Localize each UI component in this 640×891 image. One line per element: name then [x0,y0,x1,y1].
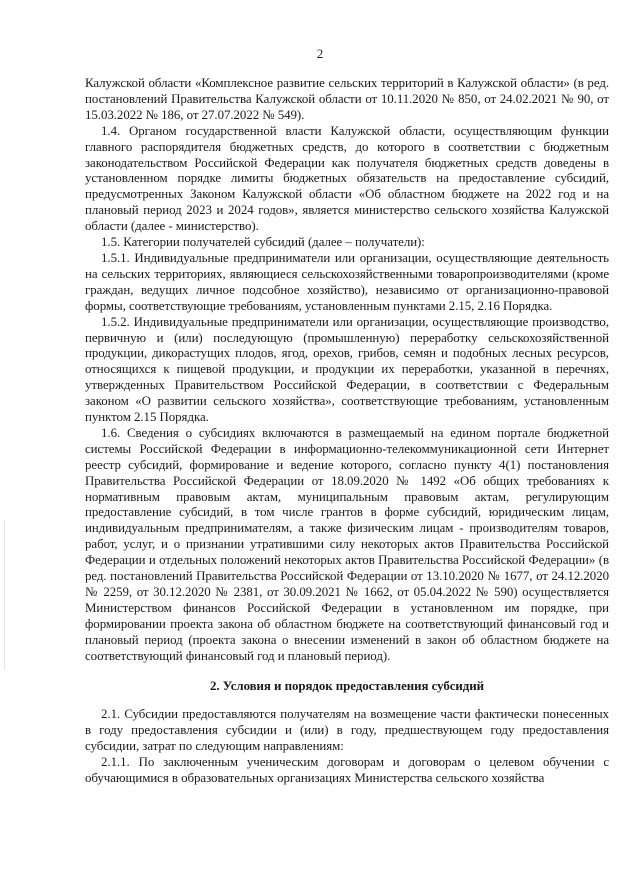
paragraph-1-6: 1.6. Сведения о субсидиях включаются в размещаемый на едином портале бюджетной системы Российской Федерации в информационно-телекоммуникационной сети Интернет реестр субсидий, формирование и ведение которого, согласно пункту 4(1) постановления Правительства Российской Федерации от 18.09.2020 № 1492 «Об общих требованиях к нормативным правовым актам, муниципальным правовым актам, регулирующим предоставление субсидий, в том числе грантов в форме субсидий, юридическим лицам, индивидуальным предпринимателям, а также физическим лицам - производителям товаров, работ, услуг, и о признании утратившими силу некоторых актов Правительства Российской Федерации и отдельных положений некоторых актов Правительства Российской Федерации» (в ред. постановлений Правительства Российской Федерации от 13.10.2020 № 1677, от 24.12.2020 № 2259, от 30.12.2020 № 2381, от 30.09.2021 № 1662, от 05.04.2022 № 590) осуществляется Министерством финансов Российской Федерации в установленном им порядке, при формировании проекта закона об областном бюджете на соответствующий финансовый год и плановый период (проекта закона о внесении изменений в закон об областном бюджете на соответствующий финансовый год и плановый период). [85,425,609,663]
scan-edge-mark [4,520,5,670]
paragraph-1-4: 1.4. Органом государственной власти Калужской области, осуществляющим функции главного распорядителя бюджетных средств, до которого в соответствии с бюджетным законодательством Российской Федерации как получателя бюджетных средств доведены в установленном порядке лимиты бюджетных обязательств на предоставление субсидий, предусмотренных Законом Калужской области «Об областном бюджете на 2022 год и на плановый период 2023 и 2024 годов», является министерство сельского хозяйства Калужской области (далее - министерство). [85,123,609,234]
paragraph-1-5-2: 1.5.2. Индивидуальные предприниматели или организации, осуществляющие производство, первичную и (или) последующую (промышленную) переработку сельскохозяйственной продукции, дикорастущих плодов, ягод, орехов, грибов, семян и подобных лесных ресурсов, относящихся к пищевой продукции, и продукции их переработки, указанной в перечнях, утвержденных Правительством Российской Федерации, в соответствии с Федеральным законом «О развитии сельского хозяйства», соответствующие требованиям, установленным пунктом 2.15 Порядка. [85,314,609,425]
paragraph-2-1: 2.1. Субсидии предоставляются получателям на возмещение части фактически понесенных в году предоставления субсидии и (или) в году, предшествующем году предоставления субсидии, затрат по следующим направлениям: [85,707,609,754]
section-heading: 2. Условия и порядок предоставления субсидий [209,678,485,693]
paragraph-1-5: 1.5. Категории получателей субсидий (далее – получатели): [101,235,425,250]
paragraph-2-1-1: 2.1.1. По заключенным ученическим договорам и договорам о целевом обучении с обучающимися в образовательных организациях Министерства сельского хозяйства [85,755,609,786]
document-body [85,76,609,787]
paragraph-continuation: Калужской области «Комплексное развитие сельских территорий в Калужской области» (в ред. постановлений Правительства Калужской области от 10.11.2020 № 850, от 24.02.2021 № 90, от 15.03.2022 № 186, от 27.07.2022 № 549). [85,76,609,122]
page-number: 2 [316,46,324,61]
paragraph-1-5-1: 1.5.1. Индивидуальные предприниматели или организации, осуществляющие деятельность на сельских территориях, являющиеся сельскохозяйственными товаропроизводителями (кроме граждан, ведущих личное подсобное хозяйство), независимо от организационно-правовой формы, соответствующие требованиям, установленным пунктами 2.15, 2.16 Порядка. [85,250,609,313]
